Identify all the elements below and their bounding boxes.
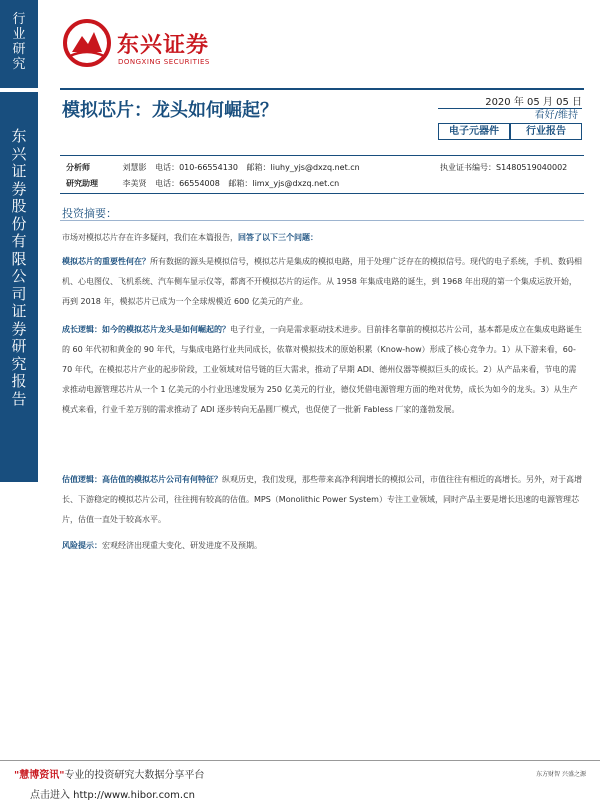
sidebar-category — [0, 0, 38, 88]
p4-heading: 风险提示： — [62, 541, 102, 550]
company-logo — [62, 18, 222, 78]
p1-heading: 模拟芯片的重要性何在？ — [62, 257, 150, 266]
report-info — [438, 93, 582, 139]
report-date: 2020 年 05 月 05 日 — [485, 97, 582, 108]
summary-p4 — [62, 536, 584, 556]
sidebar-company — [0, 92, 38, 482]
report-title: 模拟芯片：龙头如何崛起？ — [62, 100, 278, 121]
rating-badge: 看好/维持 — [438, 108, 582, 124]
assistant-name: 李美贤 — [122, 179, 147, 188]
company-label: 东兴证券股份有限公司证券研究报告 — [11, 127, 27, 408]
assistant-email: 邮箱：limx_yjs@dxzq.net.cn — [228, 179, 340, 188]
logo-mark-icon — [62, 18, 112, 68]
p3-heading: 估值逻辑：高估值的模拟芯片公司有何特征？ — [62, 475, 222, 484]
analyst-phone: 电话：010-66554130 — [155, 163, 238, 172]
intro-bold: 回答了以下三个问题： — [238, 233, 318, 242]
footer-brand-name: "慧博资讯" — [14, 770, 65, 781]
p4-text: 宏观经济出现重大变化、研发进度不及预期。 — [102, 541, 262, 550]
assistant-row — [66, 178, 345, 189]
report-type-badge: 行业报告 — [510, 123, 582, 140]
p3-text: 纵观历史，我们发现，那些带来高净利润增长的模拟公司，市值往往有相近的高增长。另外，对于高增长、下游稳定的模拟芯片公司，往往拥有较高的估值。MPS（Monolithic Power System）专注工业领域，同时产品主要是增长迅速的电源管理芯片，估值一直处于较高水平。 — [62, 475, 582, 524]
footer-slogan: 专业的投资研究大数据分享平台 — [64, 770, 205, 781]
header-divider — [60, 88, 584, 90]
p2-text: 电子行业，一向是需求驱动技术进步。目前排名靠前的模拟芯片公司，基本都是成立在集成电路诞生的 60 年代初和黄金的 90 年代，与集成电路行业共同成长，依靠对模拟技术的原始积累（Know-how）形成了核心竞争力。1）从下游来看，60-70 年代，在模拟芯片产业的起步阶段，工业领域对信号链的巨大需求，推动了早期 ADI、德州仪器等模拟巨头的成长。2）从产品来看，节电的需求推动电源管理芯片从一个 1 亿美元的小行业迅速发展为 250 亿美元的行业，德仪凭借电源管理方面的绝对优势，成长为如今的龙头。3）从生产模式来看，行业千差万别的需求推动了 ADI 逐步转向无晶圆厂模式，也促使了一批新 Fabless 厂家的蓬勃发展。 — [62, 325, 582, 414]
summary-intro — [62, 228, 584, 248]
analyst-label: 分析师 — [66, 163, 90, 172]
intro-text: 市场对模拟芯片存在许多疑问，我们在本篇报告， — [62, 233, 238, 242]
summary-p2 — [62, 320, 584, 420]
footer-motto: 东方财智 兴盛之源 — [536, 771, 586, 778]
analyst-email: 邮箱：liuhy_yjs@dxzq.net.cn — [246, 163, 360, 172]
footer-link[interactable]: 点击进入 http://www.hibor.com.cn — [30, 790, 195, 801]
summary-p1 — [62, 252, 584, 312]
analyst-cert: 执业证书编号：S1480519040002 — [440, 163, 568, 172]
category-label: 行业研究 — [12, 12, 26, 72]
summary-p3 — [62, 470, 584, 530]
analyst-divider-bottom — [60, 193, 584, 194]
assistant-label: 研究助理 — [66, 179, 98, 188]
p1-text: 所有数据的源头是模拟信号，模拟芯片是集成的模拟电路，用于处理广泛存在的模拟信号。现代的电子系统，手机、数码相机、心电图仪、飞机系统、汽车侧车显示仪等，都离不开模拟芯片的运作。从 1958 年集成电路的诞生，到 1968 年出现的第一个集成运放开始，再到 2018 年，模拟芯片已成为一个全球规模近 600 亿美元的产业。 — [62, 257, 582, 306]
analyst-name: 刘慧影 — [122, 163, 147, 172]
summary-heading: 投资摘要： — [62, 207, 117, 220]
footer-divider — [0, 760, 600, 761]
assistant-phone: 电话：66554008 — [155, 179, 220, 188]
summary-divider — [60, 220, 584, 221]
analyst-divider-top — [60, 155, 584, 156]
logo-en: DONGXING SECURITIES — [118, 58, 210, 66]
p2-heading: 成长逻辑：如今的模拟芯片龙头是如何崛起的？ — [62, 325, 230, 334]
footer-brand — [14, 766, 204, 781]
industry-badge: 电子元器件 — [438, 123, 510, 140]
analyst-row — [66, 162, 366, 173]
logo-cn: 东兴证券 — [117, 33, 210, 58]
